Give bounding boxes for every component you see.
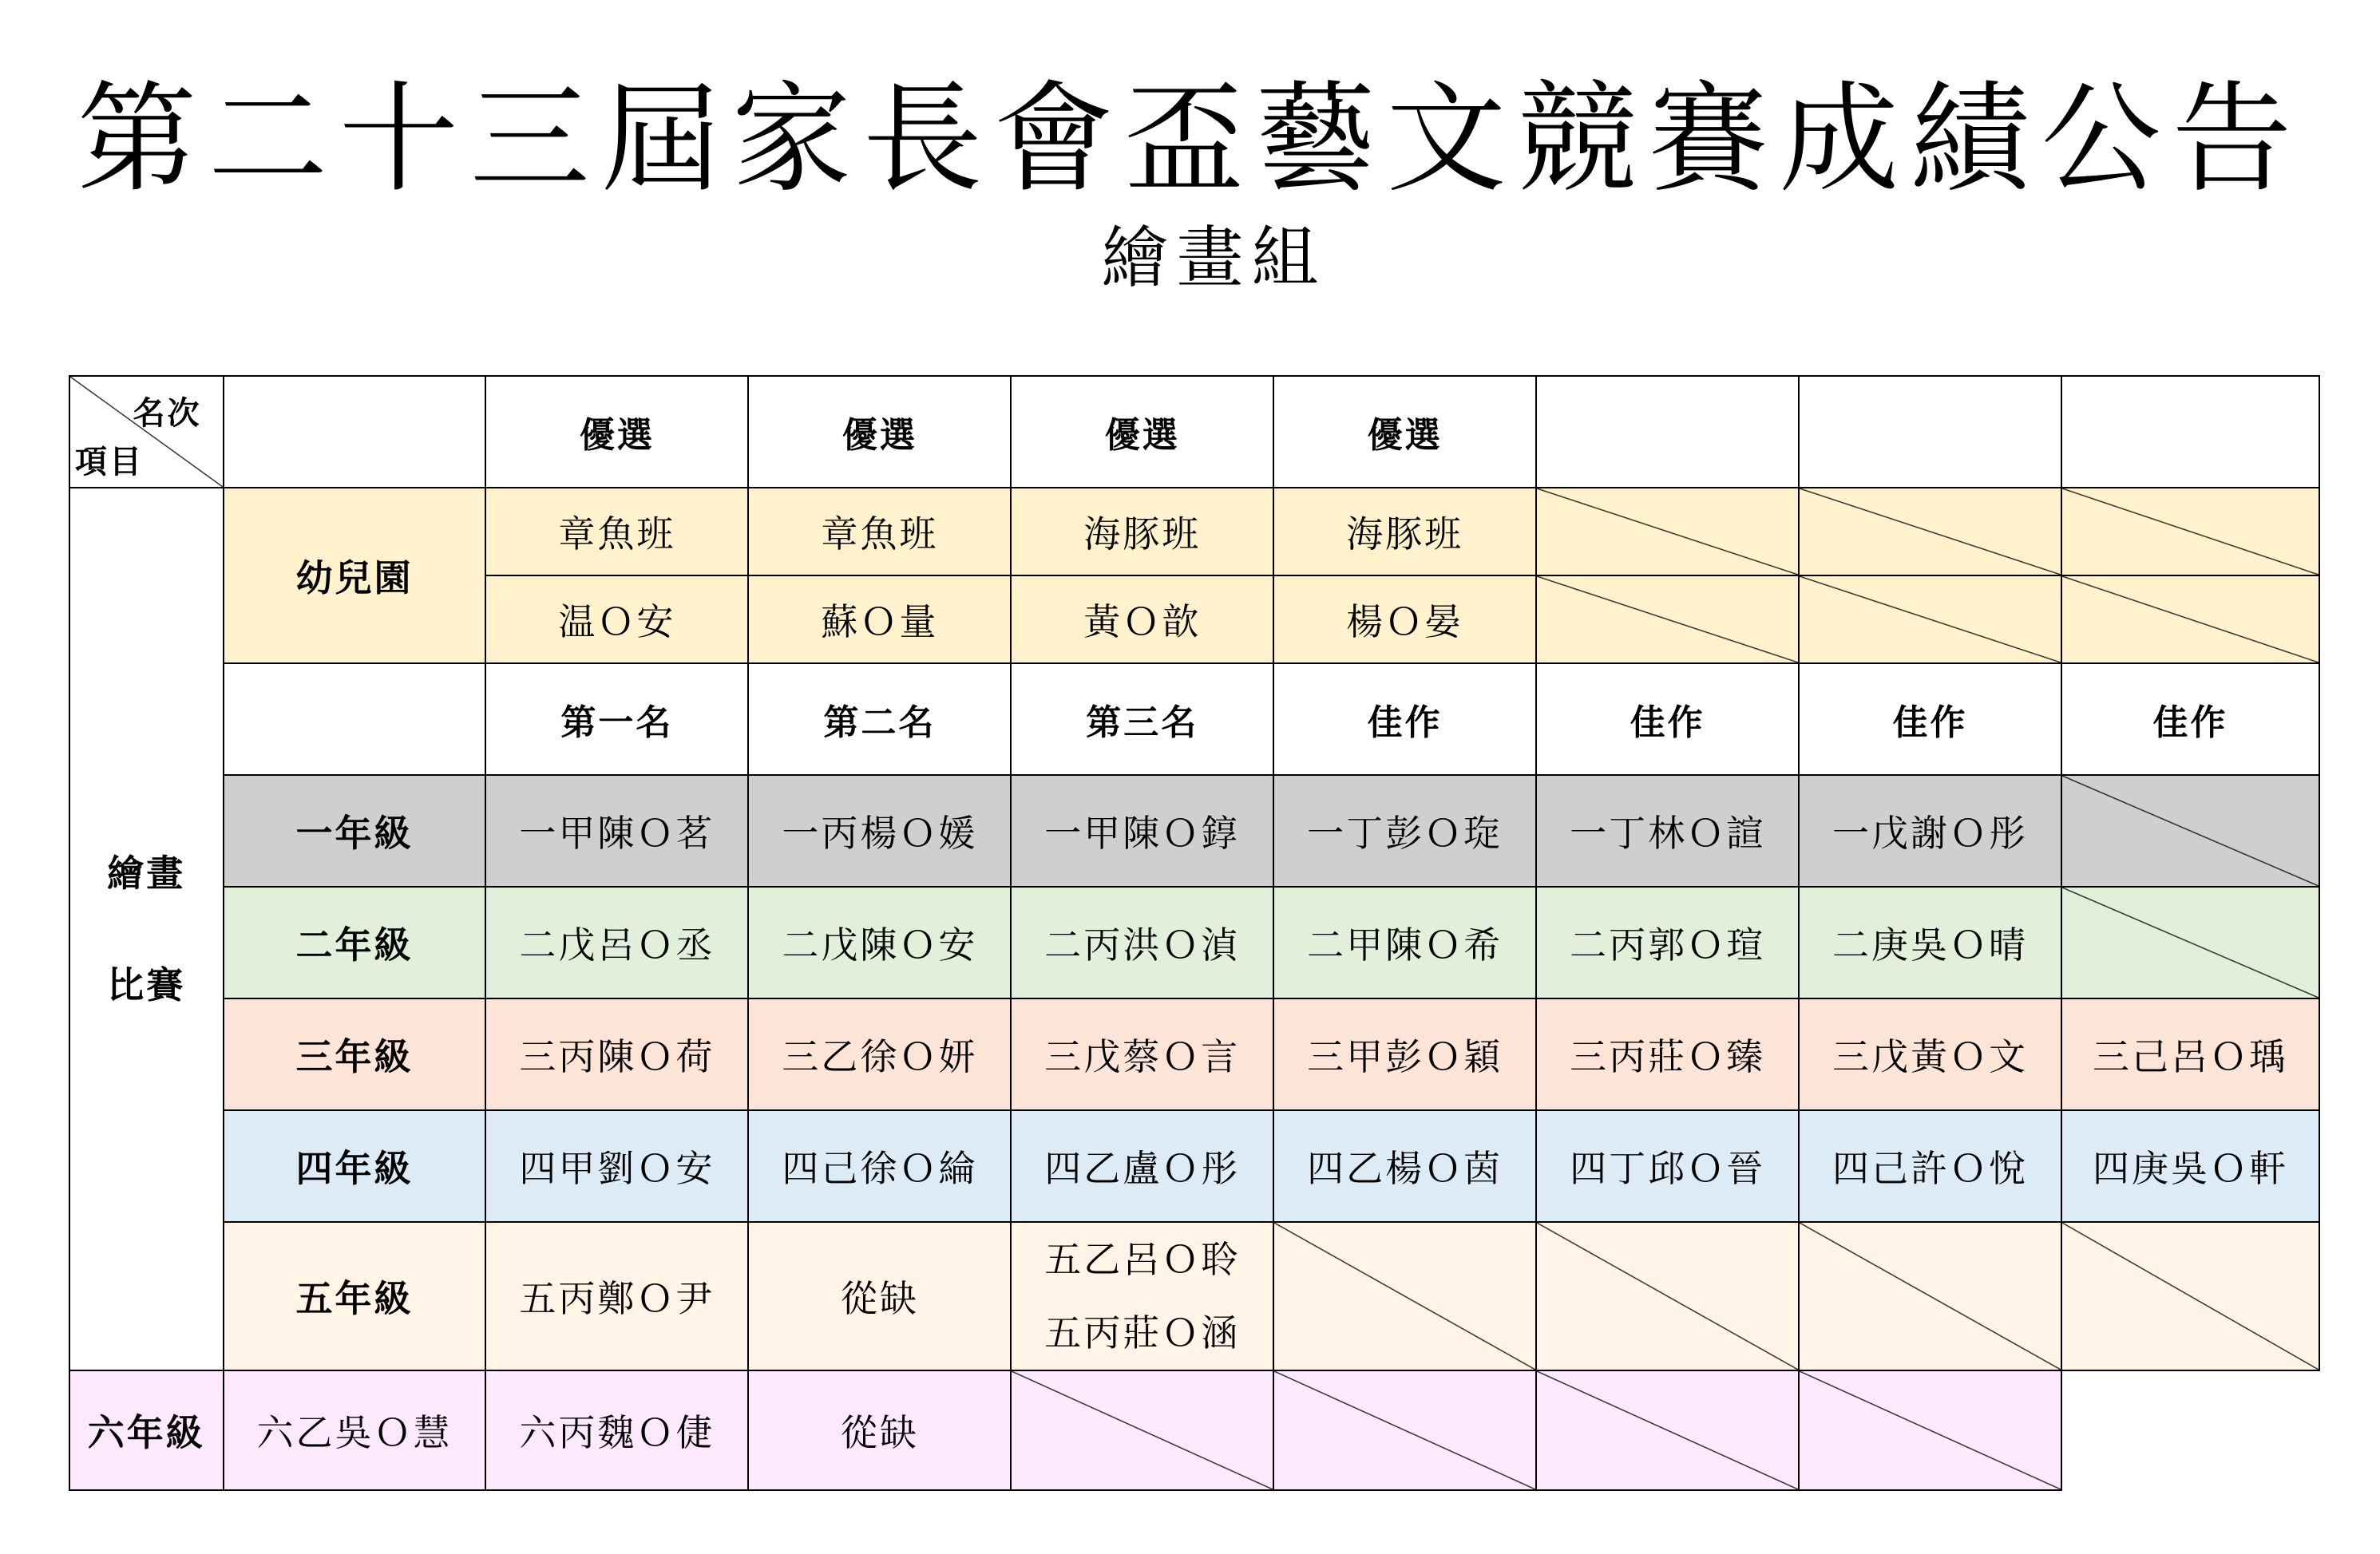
winner-cell: 四己徐Ｏ綸 [748,1110,1011,1222]
winner-cell: 一丁林Ｏ諠 [1536,775,1799,887]
grade-row [69,1110,2319,1222]
empty-slash-cell [1536,575,1799,663]
empty-slash-cell [2061,575,2319,663]
kinder-class: 海豚班 [1011,488,1273,575]
corner-cell [69,376,224,488]
grade-row [69,1370,2319,1490]
winner-cell: 一丁彭Ｏ琁 [1273,775,1536,887]
winner-cell: 四己許Ｏ悅 [1799,1110,2061,1222]
rank-header: 第二名 [748,663,1011,775]
category-cell [69,488,224,1370]
empty-slash-cell [1799,488,2061,575]
kindergarten-label: 幼兒園 [224,488,486,663]
results-table [69,375,2320,1491]
empty-header-cell [1799,376,2061,488]
empty-slash-cell [1799,1222,2061,1370]
empty-header-cell [224,663,486,775]
vacant-cell: 從缺 [748,1370,1011,1490]
corner-item-label: 項目 [75,444,144,480]
page-title: 第二十三屆家長會盃藝文競賽成績公告 [77,70,2303,209]
winner-cell: 二丙洪Ｏ湞 [1011,887,1273,998]
rank-header: 佳作 [1536,663,1799,775]
empty-slash-cell [1799,1370,2061,1490]
winner-cell: 一戊謝Ｏ彤 [1799,775,2061,887]
grade-label: 一年級 [224,775,486,887]
empty-slash-cell [1536,488,1799,575]
grade-row [69,887,2319,998]
empty-slash-cell [1536,1370,1799,1490]
winner-cell: 三丙陳Ｏ荷 [485,998,748,1110]
empty-header-cell [224,376,486,488]
winner-cell: 四丁邱Ｏ晉 [1536,1110,1799,1222]
grade-row [69,998,2319,1110]
rank-header: 佳作 [1799,663,2061,775]
kinder-class: 海豚班 [1273,488,1536,575]
winner-cell: 二甲陳Ｏ希 [1273,887,1536,998]
winner-cell: 三戊黃Ｏ文 [1799,998,2061,1110]
empty-header-cell [1536,376,1799,488]
winner-cell: 三丙莊Ｏ臻 [1536,998,1799,1110]
empty-slash-cell [2061,887,2319,998]
vacant-cell: 從缺 [748,1222,1011,1370]
grade-label: 五年級 [224,1222,486,1370]
kinder-class-row [69,488,2319,575]
winner-cell: 三甲彭Ｏ穎 [1273,998,1536,1110]
empty-slash-cell [1273,1370,1536,1490]
kinder-name: 蘇Ｏ量 [748,575,1011,663]
kinder-name: 黃Ｏ歆 [1011,575,1273,663]
grade-label: 二年級 [224,887,486,998]
winner-cell: 六乙吳Ｏ慧 [224,1370,486,1490]
empty-slash-cell [2061,1222,2319,1370]
winner-cell: 二庚吳Ｏ晴 [1799,887,2061,998]
kinder-class: 章魚班 [748,488,1011,575]
grade-header-row [69,663,2319,775]
winner-cell: 六丙魏Ｏ倢 [485,1370,748,1490]
winner-cell: 四乙盧Ｏ彤 [1011,1110,1273,1222]
winner-cell: 四庚吳Ｏ軒 [2061,1110,2319,1222]
kinder-name: 楊Ｏ晏 [1273,575,1536,663]
winner-cell: 三己呂Ｏ瑀 [2061,998,2319,1110]
empty-slash-cell [2061,488,2319,575]
winner-cell: 三戊蔡Ｏ言 [1011,998,1273,1110]
kinder-class: 章魚班 [485,488,748,575]
winner-cell: 一甲陳Ｏ茗 [485,775,748,887]
rank-header: 優選 [1273,376,1536,488]
empty-slash-cell [1799,575,2061,663]
winner-cell: 四甲劉Ｏ安 [485,1110,748,1222]
rank-header: 第一名 [485,663,748,775]
winner-cell: 三乙徐Ｏ妍 [748,998,1011,1110]
winner-cell: 二丙郭Ｏ瑄 [1536,887,1799,998]
rank-header: 優選 [1011,376,1273,488]
empty-slash-cell [1011,1370,1273,1490]
winner-cell: 一甲陳Ｏ錞 [1011,775,1273,887]
winner-name: 五丙莊Ｏ涵 [1044,1311,1241,1354]
rank-header: 佳作 [2061,663,2319,775]
grade-label: 三年級 [224,998,486,1110]
empty-header-cell [2061,376,2319,488]
winner-cell-double [1011,1222,1273,1370]
rank-header: 第三名 [1011,663,1273,775]
grade-label: 六年級 [69,1370,224,1490]
category-line2: 比賽 [107,963,186,1006]
rank-header: 佳作 [1273,663,1536,775]
winner-cell: 四乙楊Ｏ茵 [1273,1110,1536,1222]
winner-cell: 二戊呂Ｏ丞 [485,887,748,998]
winner-cell: 五丙鄭Ｏ尹 [485,1222,748,1370]
corner-rank-label: 名次 [133,395,202,432]
empty-slash-cell [2061,775,2319,887]
winner-cell: 二戊陳Ｏ安 [748,887,1011,998]
winner-cell: 一丙楊Ｏ媛 [748,775,1011,887]
empty-slash-cell [1273,1222,1536,1370]
empty-slash-cell [1536,1222,1799,1370]
rank-header: 優選 [485,376,748,488]
kinder-name: 温Ｏ安 [485,575,748,663]
category-line1: 繪畫 [107,852,186,895]
kinder-header-row [69,376,2319,488]
rank-header: 優選 [748,376,1011,488]
grade-row [69,775,2319,887]
grade-label: 四年級 [224,1110,486,1222]
page-subtitle: 繪畫組 [1101,219,1327,297]
winner-name: 五乙呂Ｏ聆 [1044,1238,1241,1281]
grade-row [69,1222,2319,1370]
